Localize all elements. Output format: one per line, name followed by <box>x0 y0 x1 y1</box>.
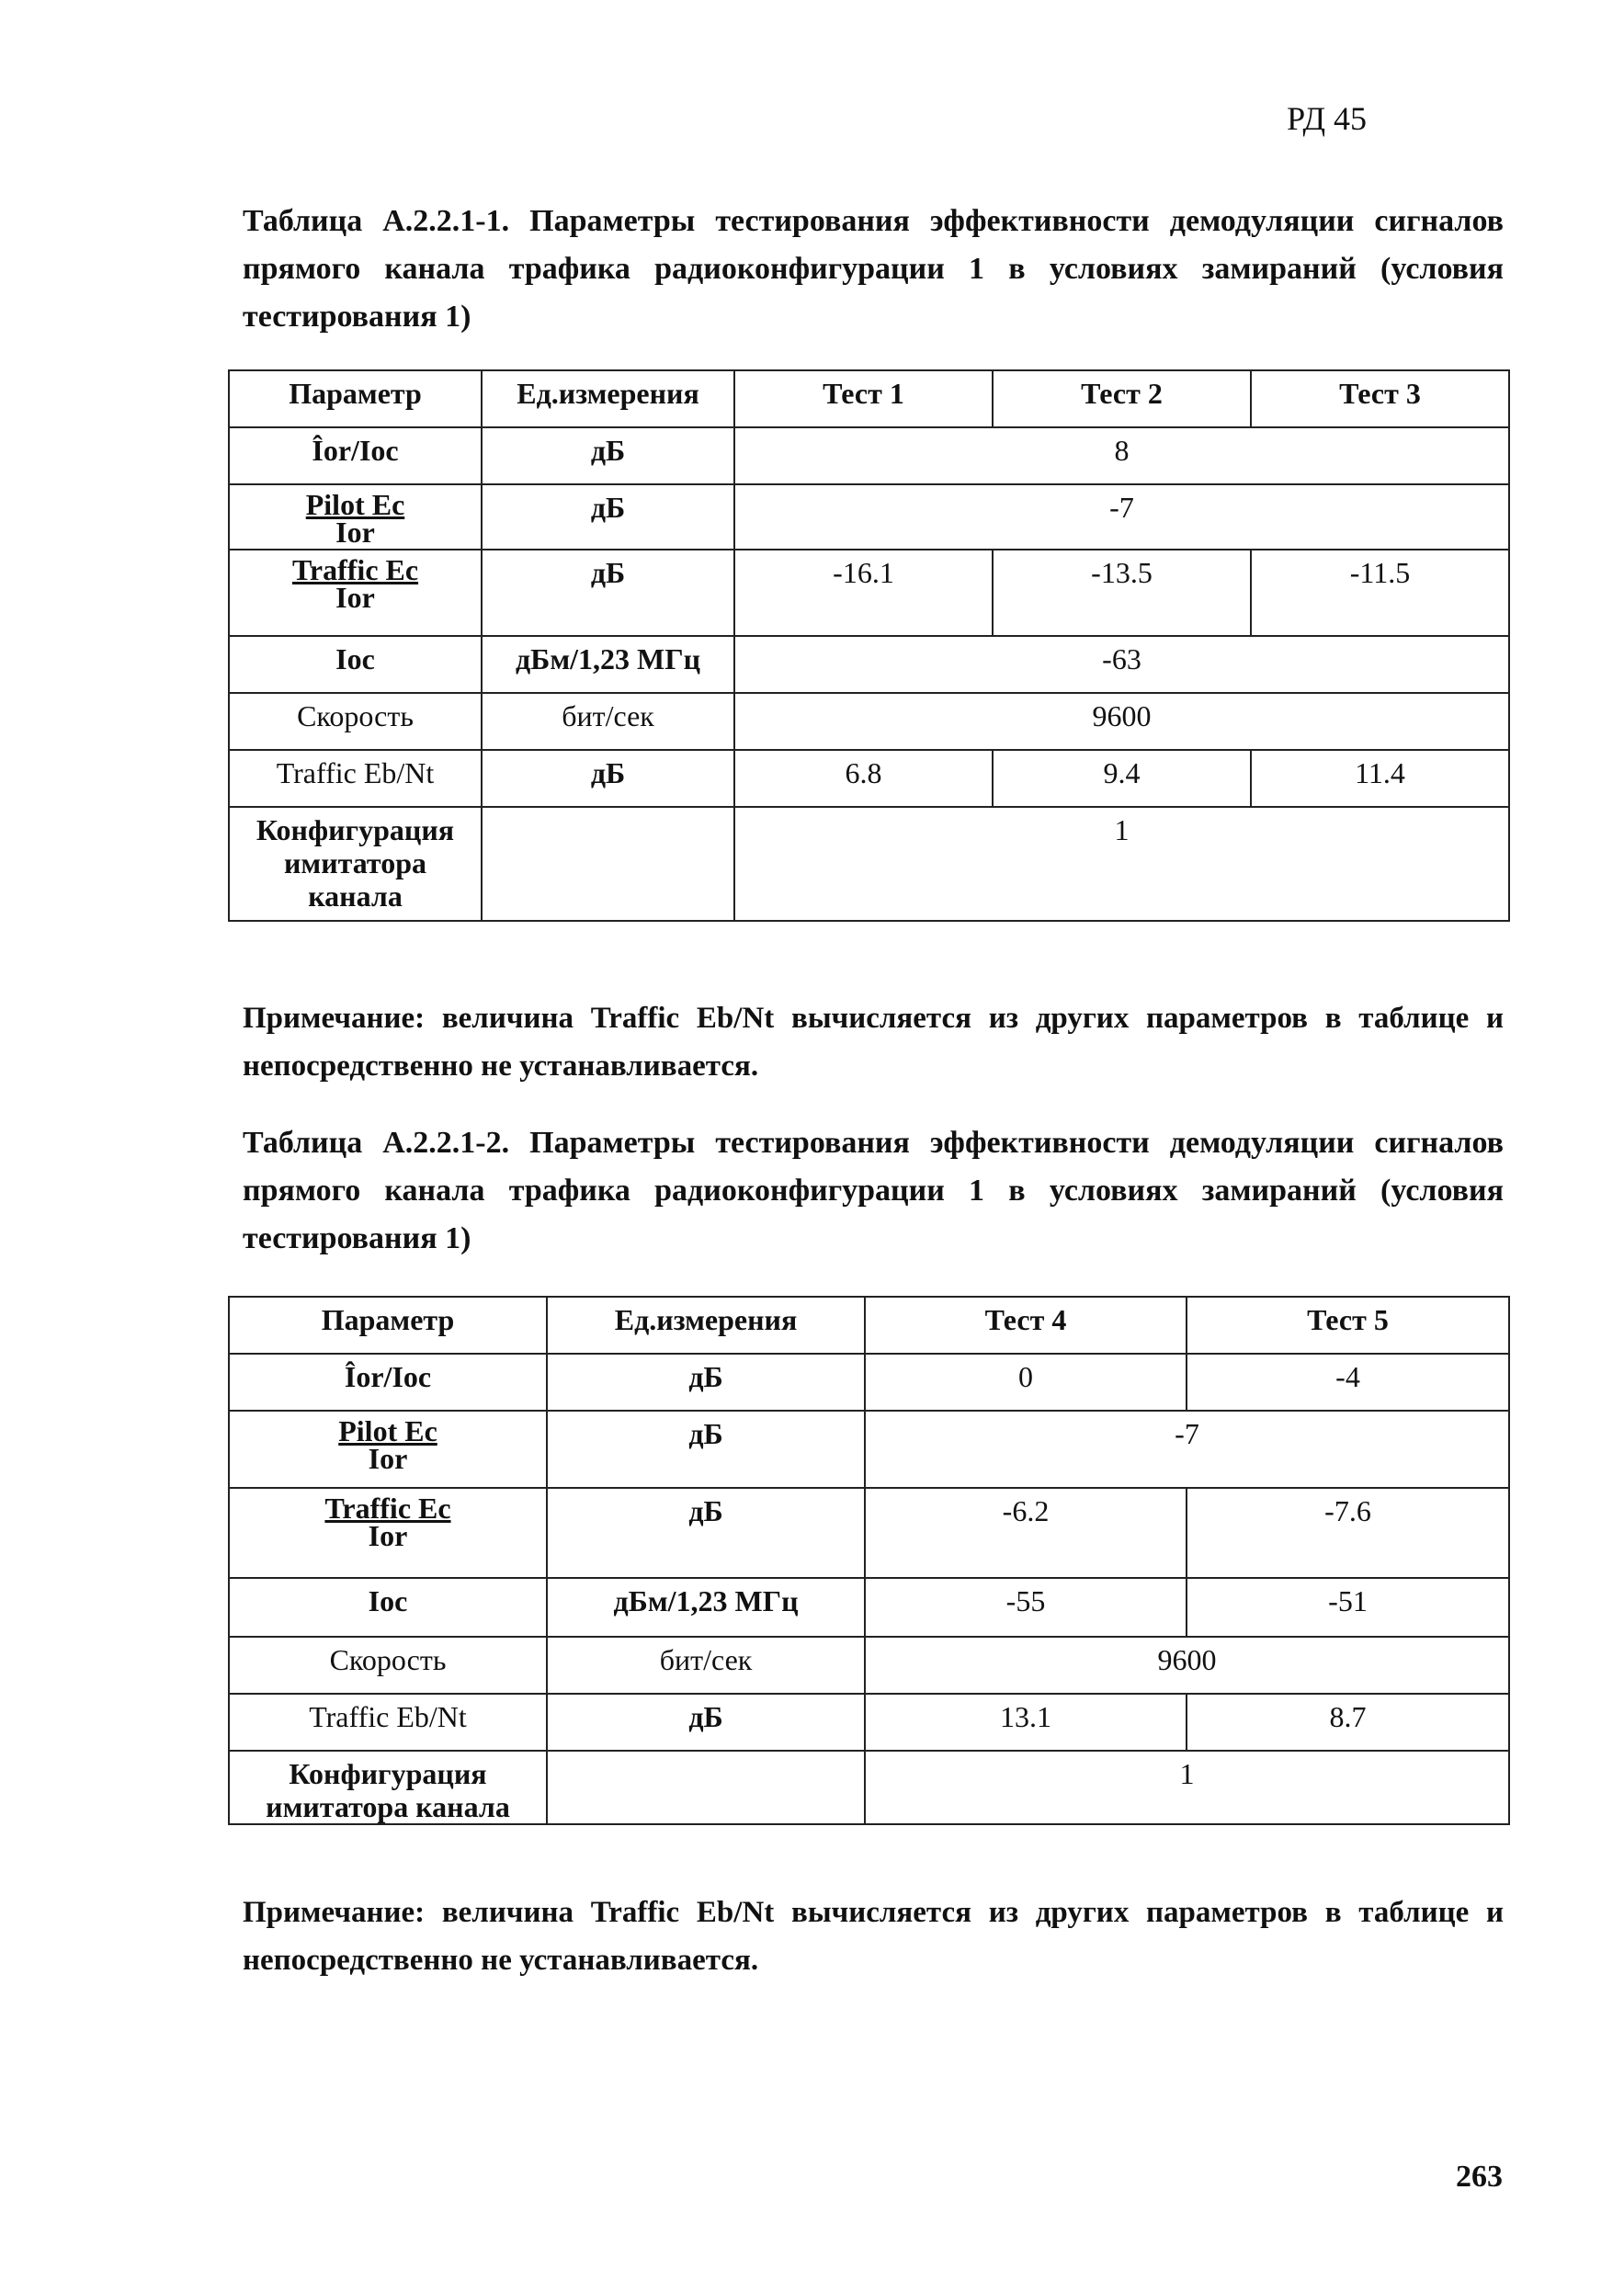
value-cell: -7 <box>734 484 1509 550</box>
param-cell: Îor/Ioc <box>229 1354 547 1411</box>
fraction-denominator: Ior <box>368 1442 408 1475</box>
value-cell: -63 <box>734 636 1509 693</box>
param-cell: Ioc <box>229 1578 547 1637</box>
unit-cell: дБ <box>547 1411 865 1488</box>
page-number: 263 <box>1456 2160 1503 2194</box>
header-cell: Тест 4 <box>865 1297 1187 1354</box>
fraction-numerator: Traffic Ec <box>324 1492 451 1525</box>
table-row <box>229 1354 1509 1411</box>
header-cell: Тест 3 <box>1251 370 1509 427</box>
fraction-denominator: Ior <box>368 1519 408 1552</box>
table-row <box>229 1578 1509 1637</box>
header-cell: Тест 2 <box>993 370 1251 427</box>
value-cell: 8.7 <box>1187 1694 1509 1751</box>
parameters-table-2 <box>228 1296 1510 1825</box>
fraction-numerator: Traffic Ec <box>291 553 419 586</box>
value-cell: -11.5 <box>1251 550 1509 636</box>
value-cell: 8 <box>734 427 1509 484</box>
table1-caption: Таблица А.2.2.1-1. Параметры тестирования эффективности демодуляции сигналов прямого канала трафика радиоконфигурации 1 в условиях замираний (условия тестирования 1) <box>243 204 1504 334</box>
document-code: РД 45 <box>1287 100 1367 137</box>
value-cell: -4 <box>1187 1354 1509 1411</box>
unit-cell: дБм/1,23 МГц <box>547 1578 865 1637</box>
table-header-row <box>229 1297 1509 1354</box>
fraction <box>291 553 419 614</box>
param-cell <box>229 550 482 636</box>
value-cell: 9.4 <box>993 750 1251 807</box>
table-row <box>229 484 1509 550</box>
header-cell: Параметр <box>229 370 482 427</box>
param-cell: Ioc <box>229 636 482 693</box>
fraction-denominator: Ior <box>335 581 375 614</box>
param-cell <box>229 484 482 550</box>
unit-cell: дБ <box>482 750 734 807</box>
table-row <box>229 636 1509 693</box>
fraction <box>305 488 405 549</box>
fraction-numerator: Pilot Ec <box>305 488 405 521</box>
param-cell: Traffic Eb/Nt <box>229 1694 547 1751</box>
param-cell: Скорость <box>229 1637 547 1694</box>
param-cell: Traffic Eb/Nt <box>229 750 482 807</box>
header-cell: Тест 1 <box>734 370 993 427</box>
parameters-table-1 <box>228 369 1510 922</box>
value-cell: 1 <box>734 807 1509 921</box>
value-cell: -7 <box>865 1411 1509 1488</box>
table-row <box>229 693 1509 750</box>
table-row <box>229 1637 1509 1694</box>
value-cell: -13.5 <box>993 550 1251 636</box>
param-cell: Конфигурация имитатора канала <box>229 807 482 921</box>
value-cell: 6.8 <box>734 750 993 807</box>
unit-cell: дБ <box>547 1694 865 1751</box>
value-cell: 9600 <box>734 693 1509 750</box>
table2-note: Примечание: величина Traffic Eb/Nt вычисляется из других параметров в таблице и непосредственно не устанавливается. <box>243 1896 1504 1977</box>
value-cell: 1 <box>865 1751 1509 1824</box>
table-row <box>229 1694 1509 1751</box>
unit-cell: дБ <box>482 484 734 550</box>
value-cell: 13.1 <box>865 1694 1187 1751</box>
table-row <box>229 750 1509 807</box>
table-row <box>229 550 1509 636</box>
value-cell: -16.1 <box>734 550 993 636</box>
param-cell: Конфигурация имитатора канала <box>229 1751 547 1824</box>
fraction-numerator: Pilot Ec <box>338 1414 437 1447</box>
value-cell: -55 <box>865 1578 1187 1637</box>
table-header-row <box>229 370 1509 427</box>
param-cell: Îor/Ioc <box>229 427 482 484</box>
fraction <box>338 1414 437 1475</box>
table-row <box>229 427 1509 484</box>
table-row <box>229 1751 1509 1824</box>
table1-note: Примечание: величина Traffic Eb/Nt вычисляется из других параметров в таблице и непосредственно не устанавливается. <box>243 1002 1504 1083</box>
table-row <box>229 1411 1509 1488</box>
header-cell: Параметр <box>229 1297 547 1354</box>
unit-cell: дБ <box>482 427 734 484</box>
value-cell: -6.2 <box>865 1488 1187 1578</box>
table-row <box>229 807 1509 921</box>
param-cell: Скорость <box>229 693 482 750</box>
header-cell: Тест 5 <box>1187 1297 1509 1354</box>
value-cell: 11.4 <box>1251 750 1509 807</box>
fraction-denominator: Ior <box>335 516 375 549</box>
unit-cell: дБ <box>547 1354 865 1411</box>
value-cell: 0 <box>865 1354 1187 1411</box>
value-cell: -7.6 <box>1187 1488 1509 1578</box>
header-cell: Ед.измерения <box>547 1297 865 1354</box>
table2-caption: Таблица А.2.2.1-2. Параметры тестирования эффективности демодуляции сигналов прямого канала трафика радиоконфигурации 1 в условиях замираний (условия тестирования 1) <box>243 1126 1504 1255</box>
unit-cell <box>482 807 734 921</box>
header-cell: Ед.измерения <box>482 370 734 427</box>
unit-cell: дБ <box>482 550 734 636</box>
param-cell <box>229 1488 547 1578</box>
unit-cell: бит/сек <box>547 1637 865 1694</box>
unit-cell: бит/сек <box>482 693 734 750</box>
value-cell: 9600 <box>865 1637 1509 1694</box>
unit-cell: дБ <box>547 1488 865 1578</box>
table-row <box>229 1488 1509 1578</box>
unit-cell <box>547 1751 865 1824</box>
fraction <box>324 1492 451 1552</box>
param-cell <box>229 1411 547 1488</box>
unit-cell: дБм/1,23 МГц <box>482 636 734 693</box>
value-cell: -51 <box>1187 1578 1509 1637</box>
